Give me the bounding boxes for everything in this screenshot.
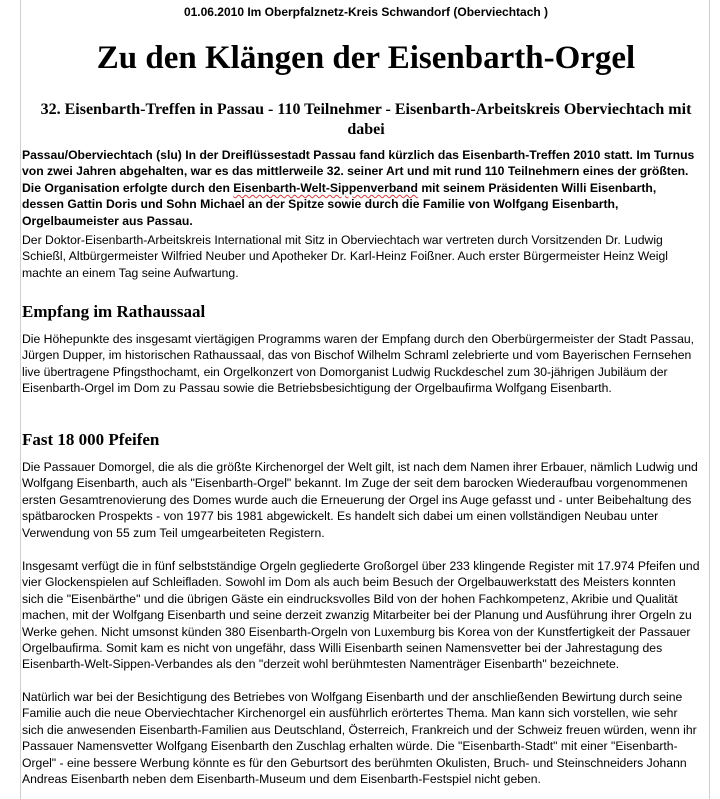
document-page	[20, 0, 710, 799]
lead-text-end: mit seinem Präsidenten Willi Eisenbarth, dessen Gattin Doris und Sohn Michael an der Spitze sowie durch die Familie von Wolfgang Eisenbarth, Orgelbaumeister aus Passau.	[22, 180, 657, 228]
article-subtitle: 32. Eisenbarth-Treffen in Passau - 110 Teilnehmer - Eisenbarth-Arbeitskreis Oberviechtach mit dabei	[40, 101, 692, 138]
paragraph-delegation: Der Doktor-Eisenbarth-Arbeitskreis International mit Sitz in Oberviechtach war vertreten durch Vorsitzenden Dr. Ludwig Schießl, Altbürgermeister Wilfried Neuber und Apotheker Dr. Karl-Heinz Foißner. Auch erster Bürgermeister Heinz Weigl machte an einem Tag seine Aufwartung.	[22, 233, 668, 280]
section-heading-empfang: Empfang im Rathaussaal	[22, 302, 206, 321]
paragraph-grossorgel: Insgesamt verfügt die in fünf selbstständige Orgeln gegliederte Großorgel über 233 klingende Register mit 17.974 Pfeifen und vier Glockenspielen auf Schleifladen. Sowohl im Dom als auch beim Besuch der Orgelbauwerkstatt des Meisters konnten sich die "Eisenbärthe" und die übrigen Gäste ein eindrucksvolles Bild von der hohen Fachkompetenz, Akribie und Qualität machen, mit der Wolfgang Eisenbarth und seine derzeit zwanzig Mitarbeiter bei der Planung und Ausführung ihrer Orgeln zu Werke gehen. Nicht umsonst künden 380 Eisenbarth-Orgeln von Luxemburg bis Korea von der Kunstfertigkeit der Passauer Orgelbaufirma. Somit kam es nicht von ungefähr, dass Willi Eisenbarth seinen Namensvetter bei der Jahrestagung des Eisenbarth-Welt-Sippen-Verbandes als den "derzeit wohl berühmtesten Namenträger Eisenbarth" bezeichnete.	[22, 559, 700, 672]
paragraph-besichtigung: Natürlich war bei der Besichtigung des Betriebes von Wolfgang Eisenbarth und der anschließenden Bewirtung durch seine Familie auch die neue Oberviechtacher Kirchenorgel ein ausführlich erörtertes Thema. Man kann sich vorstellen, wie sehr sich die anwesenden Eisenbarth-Familien aus Deutschland, Österreich, Frankreich und der Schweiz freuen würden, wenn ihr Passauer Namensvetter Wolfgang Eisenbarth den Zuschlag erhalten würde. Die "Eisenbarth-Stadt" mit einer "Eisenbarth-Orgel" - eine bessere Werbung könnte es für den Geburtsort des berühmten Okulisten, Bruch- und Steinschneiders Johann Andreas Eisenbarth neben dem Eisenbarth-Museum und dem Eisenbarth-Festspiel nicht geben.	[22, 690, 697, 787]
section-heading-pfeifen: Fast 18 000 Pfeifen	[22, 430, 160, 449]
lead-paragraph	[21, 147, 700, 229]
dateline: 01.06.2010 Im Oberpfalznetz-Kreis Schwandorf (Oberviechtach )	[183, 5, 549, 19]
paragraph-domorgel: Die Passauer Domorgel, die als die größte Kirchenorgel der Welt gilt, ist nach dem Namen ihrer Erbauer, nämlich Ludwig und Wolfgang Eisenbarth, auch als "Eisenbarth-Orgel" bekannt. Im Zuge der seit dem barocken Wiederaufbau vorgenommenen ersten Gesamtrenovierung des Domes wurde auch die Erneuerung der Orgel ins Auge gefasst und - unter Beibehaltung des spätbarocken Prospekts - von 1977 bis 1981 abgewickelt. Es handelt sich dabei um einen vollständigen Neubau unter Verwendung von 55 zum Teil umgearbeiteten Registern.	[22, 460, 698, 540]
lead-text-start: Passau/Oberviechtach (slu) In der Dreiflüssestadt Passau fand kürzlich das Eisenbarth-Treffen 2010 statt. Im Turnus von zwei Jahren abgehalten, war es das mittlerweile 32. seiner Art und mit rund 110 Teilnehmern eines der größten. Die Organisation erfolgte durch den	[22, 148, 695, 195]
article-title: Zu den Klängen der Eisenbarth-Orgel	[96, 40, 636, 76]
paragraph-program: Die Höhepunkte des insgesamt viertägigen Programms waren der Empfang durch den Oberbürgermeister der Stadt Passau, Jürgen Dupper, im historischen Rathaussaal, das von Bischof Wilhelm Schraml zelebrierte und vom Bayerischen Fernsehen live übertragene Pfingsthochamt, ein Orgelkonzert von Domorganist Ludwig Ruckdeschel zum 30-jährigen Jubiläum der Eisenbarth-Orgel im Dom zu Passau sowie die Betriebsbesichtigung der Orgelbaufirma Wolfgang Eisenbarth.	[22, 332, 695, 396]
spellcheck-marked-word: Eisenbarth-Welt-Sippenverband	[233, 180, 418, 195]
